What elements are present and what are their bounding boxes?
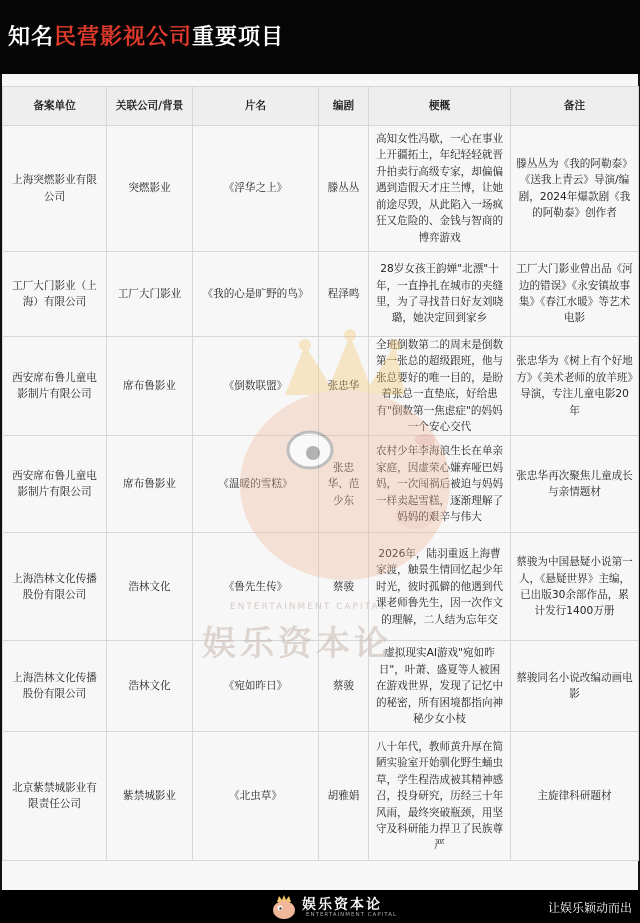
cell-unit: 北京紫禁城影业有限责任公司 [3, 732, 107, 861]
header-writer: 编剧 [319, 87, 369, 126]
title-prefix: 知名 [8, 25, 55, 50]
cell-note: 滕丛丛为《我的阿勒泰》《送我上青云》导演/编剧，2024年爆款剧《我的阿勒泰》创作者 [511, 126, 639, 252]
cell-writer: 蔡骏 [319, 641, 369, 732]
watermark-text: 娱乐资本论 [202, 624, 392, 664]
cell-company: 席布鲁影业 [107, 436, 193, 533]
cell-film: 《浮华之上》 [193, 126, 319, 252]
header-note: 备注 [511, 87, 639, 126]
table-row [3, 436, 639, 533]
table-row [3, 732, 639, 861]
cell-note: 工厂大门影业曾出品《河边的错误》《永安镇故事集》《春江水暖》等艺术电影 [511, 252, 639, 337]
footer-bar [0, 890, 640, 923]
cell-synopsis: 2026年，陆羽重返上海曹家渡，触景生情回忆起少年时光，彼时孤僻的他遇到代课老师鲁先生，因一次作文的理解，二人结为忘年交 [369, 533, 511, 641]
table-row [3, 337, 639, 436]
header-synopsis: 梗概 [369, 87, 511, 126]
cell-writer: 胡雅娟 [319, 732, 369, 861]
cell-writer: 滕丛丛 [319, 126, 369, 252]
cell-synopsis: 全班倒数第二的周末是倒数第一张总的超级跟班，他与张总要好的唯一目的，是盼着张总一直垫底，好给患有"倒数第一焦虑症"的妈妈一个安心交代 [369, 337, 511, 436]
table-panel [0, 74, 640, 890]
cell-writer: 程泽鸣 [319, 252, 369, 337]
cell-synopsis: 虚拟现实AI游戏"宛如昨日"，叶萧、盛夏等人被困在游戏世界，发现了记忆中的秘密，所有困境都指向神秘少女小枝 [369, 641, 511, 732]
header-film: 片名 [193, 87, 319, 126]
cell-writer: 蔡骏 [319, 533, 369, 641]
cell-synopsis: 28岁女孩王韵婵"北漂"十年，一直挣扎在城市的夹缝里，为了寻找昔日好友刘晓璐，她决定回到家乡 [369, 252, 511, 337]
cell-unit: 上海浩林文化传播股份有限公司 [3, 641, 107, 732]
cell-note: 蔡骏同名小说改编动画电影 [511, 641, 639, 732]
cell-writer: 张忠华 [319, 337, 369, 436]
cell-company: 席布鲁影业 [107, 337, 193, 436]
title-highlight: 民营影视公司 [54, 25, 193, 50]
cell-unit: 西安席布鲁儿童电影制片有限公司 [3, 337, 107, 436]
table-header-row [3, 87, 639, 126]
header-company: 关联公司/背景 [107, 87, 193, 126]
cell-company: 紫禁城影业 [107, 732, 193, 861]
cell-company: 浩林文化 [107, 641, 193, 732]
cell-film: 《北虫草》 [193, 732, 319, 861]
cell-writer: 张忠华、范少东 [319, 436, 369, 533]
cell-film: 《宛如昨日》 [193, 641, 319, 732]
cell-company: 工厂大门影业 [107, 252, 193, 337]
cell-film: 《我的心是旷野的鸟》 [193, 252, 319, 337]
title-suffix: 重要项目 [192, 25, 285, 50]
cell-synopsis: 八十年代，教师黄升厚在简陋实验室开始驯化野生蛹虫草，学生程浩成被其精神感召，投身研究，历经三十年风雨，最终突破瓶颈，用坚守及科研能力捍卫了民族尊严 [369, 732, 511, 861]
brand-logo-icon [270, 893, 298, 921]
table-row [3, 126, 639, 252]
cell-unit: 上海浩林文化传播股份有限公司 [3, 533, 107, 641]
cell-film: 《倒数联盟》 [193, 337, 319, 436]
table-row [3, 252, 639, 337]
cell-note: 主旋律科研题材 [511, 732, 639, 861]
cell-note: 张忠华为《树上有个好地方》《美术老师的放羊班》导演，专注儿童电影20年 [511, 337, 639, 436]
footer-credit: 让娱乐颖动而出 [547, 901, 632, 915]
title-bar [0, 0, 640, 74]
cell-company: 突燃影业 [107, 126, 193, 252]
cell-note: 张忠华再次聚焦儿童成长与亲情题材 [511, 436, 639, 533]
cell-synopsis: 农村少年李海浪生长在单亲家庭，因虚荣心嫌弃哑巴妈妈，一次闯祸后被迫与妈妈一样卖起雪糕，逐渐理解了妈妈的艰辛与伟大 [369, 436, 511, 533]
cell-unit: 上海突燃影业有限公司 [3, 126, 107, 252]
footer-brand-name: 娱乐资本论 [302, 897, 382, 913]
cell-unit: 西安席布鲁儿童电影制片有限公司 [3, 436, 107, 533]
cell-film: 《鲁先生传》 [193, 533, 319, 641]
header-unit: 备案单位 [3, 87, 107, 126]
watermark-subtitle: ENTERTAINMENT CAPITAL [230, 602, 387, 612]
page-title [8, 20, 284, 51]
cell-note: 蔡骏为中国悬疑小说第一人，《悬疑世界》主编，已出版30余部作品，累计发行1400万册 [511, 533, 639, 641]
cell-company: 浩林文化 [107, 533, 193, 641]
cell-film: 《温暖的雪糕》 [193, 436, 319, 533]
cell-synopsis: 高知女性冯歇，一心在事业上开疆拓土，年纪轻轻就晋升拍卖行高级专家，却偏偏遇到造假天才庄兰博，让她前途尽毁，从此陷入一场疯狂又危险的、金钱与智商的博弈游戏 [369, 126, 511, 252]
footer-brand-subtitle: ENTERTAINMENT CAPITAL [306, 912, 398, 918]
cell-unit: 工厂大门影业（上海）有限公司 [3, 252, 107, 337]
projects-table [2, 86, 639, 861]
